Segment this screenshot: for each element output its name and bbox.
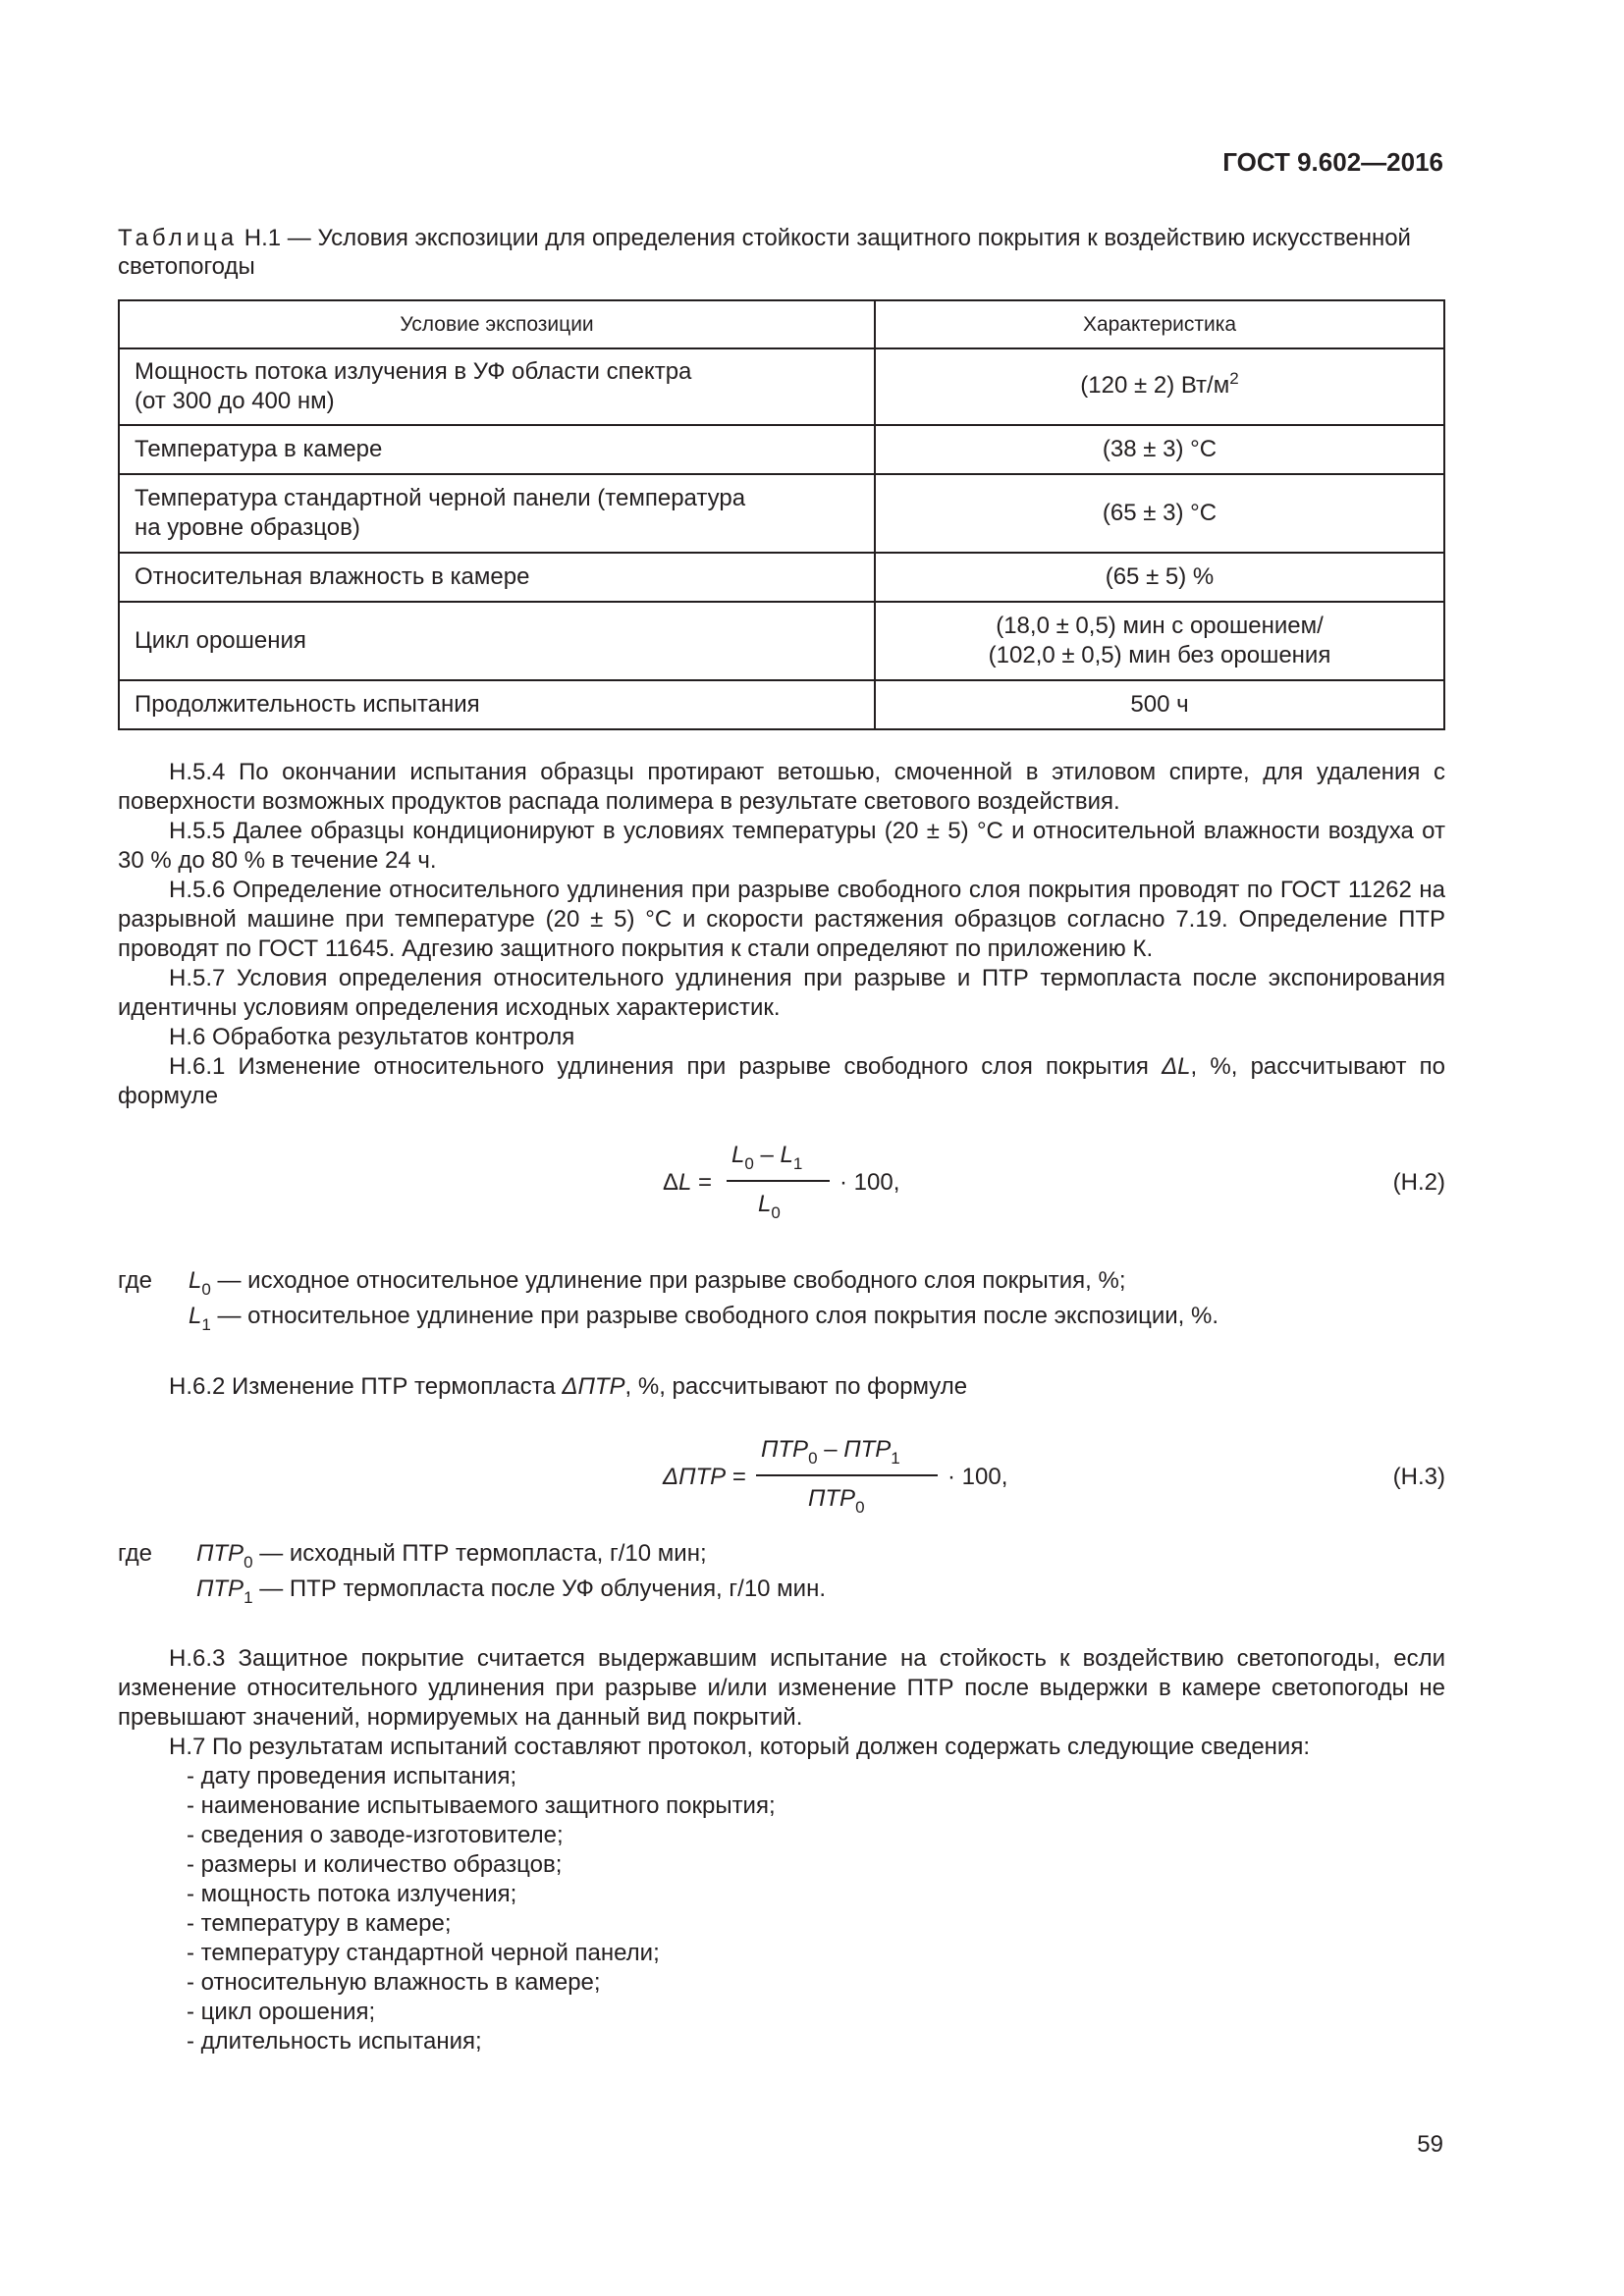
- exposure-conditions-table: [118, 299, 1445, 730]
- paragraph-h7: Н.7 По результатам испытаний составляют протокол, который должен содержать следующие сведения:: [169, 1734, 1310, 1760]
- list-item: - размеры и количество образцов;: [187, 1851, 563, 1878]
- where-label: где: [118, 1267, 153, 1294]
- list-item: - мощность потока излучения;: [187, 1881, 517, 1907]
- paragraph-h57: Н.5.7 Условия определения относительного удлинения при разрыве и ПТР термопласта после экспонирования идентичны условиям определения исходных характеристик.: [118, 965, 1445, 1021]
- formula-h3-definitions: [118, 1539, 1445, 1610]
- list-item: - длительность испытания;: [187, 2028, 482, 2055]
- where-label: где: [118, 1540, 153, 1567]
- table-row: [119, 474, 1444, 553]
- table-row: [119, 553, 1444, 602]
- table-caption-text: Н.1 — Условия экспозиции для определения стойкости защитного покрытия к воздействию искусственной светопогоды: [118, 225, 1411, 280]
- table-row: [119, 348, 1444, 425]
- text-block-h62: [118, 1372, 1445, 1402]
- symbol-delta-ptr: ΔПТР: [562, 1373, 625, 1400]
- formula-h2-definitions: [118, 1266, 1445, 1337]
- standard-designation: ГОСТ 9.602—2016: [1222, 147, 1443, 177]
- list-item: - дату проведения испытания;: [187, 1763, 517, 1789]
- paragraph-h6: Н.6 Обработка результатов контроля: [169, 1024, 575, 1050]
- table-caption: [118, 224, 1443, 281]
- list-item: - относительную влажность в камере;: [187, 1969, 601, 1996]
- formula-tail: · 100,: [839, 1169, 900, 1196]
- text-block-a: [118, 758, 1445, 1111]
- protocol-items-list: [118, 1762, 1445, 2056]
- text-block-b: [118, 1644, 1445, 2056]
- condition-cell: Температура в камере: [119, 425, 875, 474]
- definition-row: $ПТР_1$ — ПТР термопласта после УФ облучения, г/10 мин.: [196, 1575, 827, 1607]
- formula-denominator: $L_0$: [758, 1191, 781, 1222]
- formula-numerator: $ПТР_0 - ПТР_1$: [761, 1436, 900, 1468]
- formula-denominator: $ПТР_0$: [808, 1485, 865, 1517]
- condition-cell: Цикл орошения: [119, 602, 875, 680]
- formula-number: (Н.3): [1392, 1464, 1445, 1490]
- formula-numerator: $L_0 - L_1$: [731, 1142, 803, 1173]
- paragraph-h55: Н.5.5 Далее образцы кондиционируют в условиях температуры (20 ± 5) °С и относительной влажности воздуха от 30 % до 80 % в течение 24 ч.: [118, 818, 1445, 874]
- value-cell: (120 ± 2) $Вт/м^2$: [875, 348, 1444, 425]
- condition-cell: Продолжительность испытания: [119, 680, 875, 729]
- page-number: 59: [1417, 2131, 1443, 2158]
- condition-cell: Температура стандартной черной панели (температура на уровне образцов): [119, 474, 875, 553]
- list-item: - цикл орошения;: [187, 1999, 376, 2025]
- value-cell: 500 ч: [875, 680, 1444, 729]
- fraction-bar: [727, 1180, 830, 1182]
- formula-h3: [118, 1433, 1445, 1522]
- paragraph-h61: Н.6.1 Изменение относительного удлинения при разрыве свободного слоя покрытия ΔL, %, рассчитывают по формуле: [118, 1053, 1445, 1109]
- formula-h2: [118, 1139, 1445, 1227]
- value-cell: (65 ± 3) °С: [875, 474, 1444, 553]
- definition-row: где $L_0$ — исходное относительное удлинение при разрыве свободного слоя покрытия, %;: [118, 1267, 1126, 1299]
- table-row: [119, 680, 1444, 729]
- formula-number: (Н.2): [1392, 1169, 1445, 1196]
- paragraph-h63: Н.6.3 Защитное покрытие считается выдержавшим испытание на стойкость к воздействию светопогоды, если изменение относительного удлинения при разрыве и/или изменение ПТР после выдержки в камере светопогоды не превышают значений, нормируемых на данный вид покрытий.: [118, 1645, 1445, 1731]
- formula-lhs: ΔПТР =: [663, 1464, 746, 1490]
- column-header-characteristic: Характеристика: [875, 300, 1444, 348]
- table-header-row: [119, 300, 1444, 348]
- value-cell: (38 ± 3) °С: [875, 425, 1444, 474]
- list-item: - температуру в камере;: [187, 1910, 452, 1937]
- condition-cell: Мощность потока излучения в УФ области спектра (от 300 до 400 нм): [119, 348, 875, 425]
- value-cell: (18,0 ± 0,5) мин с орошением/ (102,0 ± 0,5) мин без орошения: [875, 602, 1444, 680]
- paragraph-h56: Н.5.6 Определение относительного удлинения при разрыве свободного слоя покрытия проводят по ГОСТ 11262 на разрывной машине при температуре (20 ± 5) °С и скорости растяжения образцов согласно 7.19. Определение ПТР проводят по ГОСТ 11645. Адгезию защитного покрытия к стали определяют по приложению К.: [118, 877, 1445, 962]
- definition-row: $L_1$ — относительное удлинение при разрыве свободного слоя покрытия после экспозиции, %.: [189, 1303, 1219, 1334]
- table-row: [119, 425, 1444, 474]
- column-header-condition: Условие экспозиции: [119, 300, 875, 348]
- value-cell: (65 ± 5) %: [875, 553, 1444, 602]
- superscript: 2: [1229, 369, 1239, 388]
- fraction-bar: [756, 1474, 938, 1476]
- list-item: - сведения о заводе-изготовителе;: [187, 1822, 564, 1848]
- formula-lhs: ΔL =: [663, 1169, 713, 1196]
- table-caption-label: Таблица: [118, 225, 239, 251]
- definition-row: где $ПТР_0$ — исходный ПТР термопласта, г/10 мин;: [118, 1540, 707, 1572]
- formula-tail: · 100,: [947, 1464, 1008, 1490]
- list-item: - наименование испытываемого защитного покрытия;: [187, 1792, 776, 1819]
- list-item: - температуру стандартной черной панели;: [187, 1940, 660, 1966]
- paragraph-h54: Н.5.4 По окончании испытания образцы протирают ветошью, смоченной в этиловом спирте, для удаления с поверхности возможных продуктов распада полимера в результате светового воздействия.: [118, 759, 1445, 815]
- condition-cell: Относительная влажность в камере: [119, 553, 875, 602]
- table-row: [119, 602, 1444, 680]
- paragraph-h62: Н.6.2 Изменение ПТР термопласта ΔПТР, %, рассчитывают по формуле: [169, 1373, 968, 1400]
- symbol-delta-l: ΔL: [1162, 1053, 1191, 1080]
